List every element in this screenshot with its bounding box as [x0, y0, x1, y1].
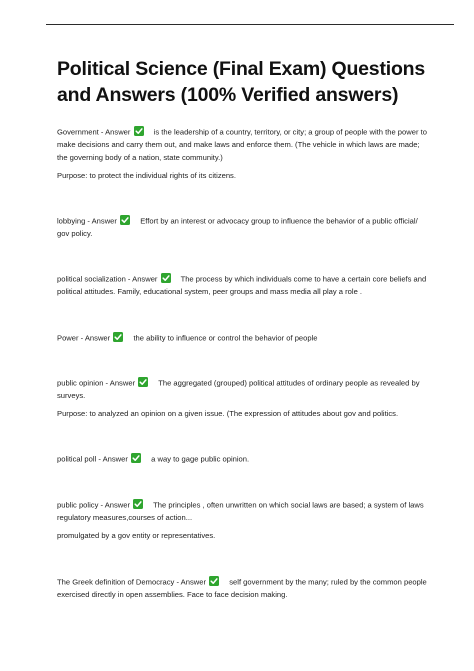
qa-definition: the ability to influence or control the behavior of people: [133, 333, 318, 342]
qa-entry-lobbying: [57, 215, 429, 241]
header-rule: [46, 24, 454, 25]
qa-definition: The process by which individuals come to have a certain core beliefs and political attitudes. Family, educational system, peer groups and mass media all play a role .: [57, 274, 427, 296]
qa-term: Power - Answer: [57, 333, 111, 342]
qa-definition: a way to gage public opinion.: [151, 454, 250, 463]
green-check-icon: [133, 499, 143, 509]
qa-definition: The principles , often unwritten on which social laws are based; a system of laws regulatory measures,courses of action...: [57, 500, 424, 522]
qa-entry-government: [57, 126, 429, 183]
qa-term: political socialization - Answer: [57, 274, 158, 284]
green-check-icon: [161, 273, 171, 283]
green-check-icon: [134, 126, 144, 136]
qa-term: public opinion - Answer: [57, 378, 136, 387]
qa-definition: Effort by an interest or advocacy group to influence the behavior of a public official/ gov policy.: [57, 216, 418, 238]
qa-list: [57, 126, 429, 608]
qa-answer: [57, 126, 429, 164]
green-check-icon: [209, 576, 219, 586]
green-check-icon: [120, 215, 130, 225]
qa-note: promulgated by a gov entity or representatives.: [57, 531, 216, 540]
qa-entry-political-socialization: [57, 273, 429, 299]
qa-term: The Greek definition of Democracy - Answer: [57, 577, 206, 586]
qa-note: Purpose: to protect the individual rights of its citizens.: [57, 171, 236, 180]
document-title: Political Science (Final Exam) Questions and Answers (100% Verified answers): [57, 58, 426, 106]
qa-entry-political-poll: [57, 453, 429, 466]
qa-answer: [57, 332, 429, 345]
qa-definition: is the leadership of a country, territory, or city; a group of people with the power to make decisions and carry them out, and make laws and enforce them. (The vehicle in which laws are made; the governing body of a nation, state community.): [57, 127, 427, 162]
qa-term: public policy - Answer: [57, 500, 131, 509]
qa-answer: [57, 215, 429, 241]
qa-answer: [57, 453, 429, 466]
green-check-icon: [131, 453, 141, 463]
qa-answer: [57, 576, 429, 602]
green-check-icon: [113, 332, 123, 342]
qa-entry-greek-democracy: [57, 576, 429, 602]
qa-entry-power: [57, 332, 429, 345]
qa-answer: [57, 273, 429, 299]
qa-entry-public-policy: [57, 499, 429, 543]
qa-definition: The aggregated (grouped) political attitudes of ordinary people as revealed by surveys.: [57, 378, 420, 400]
qa-answer: [57, 499, 429, 525]
qa-term: lobbying - Answer: [57, 216, 117, 225]
qa-answer: [57, 377, 429, 403]
qa-term: Government - Answer: [57, 127, 131, 137]
qa-entry-public-opinion: [57, 377, 429, 421]
qa-note: Purpose: to analyzed an opinion on a given issue. (The expression of attitudes about gov and politics.: [57, 409, 399, 418]
green-check-icon: [138, 377, 148, 387]
qa-term: political poll - Answer: [57, 454, 128, 463]
qa-definition: self government by the many; ruled by the common people exercised directly in open assemblies. Face to face decision making.: [57, 577, 427, 599]
